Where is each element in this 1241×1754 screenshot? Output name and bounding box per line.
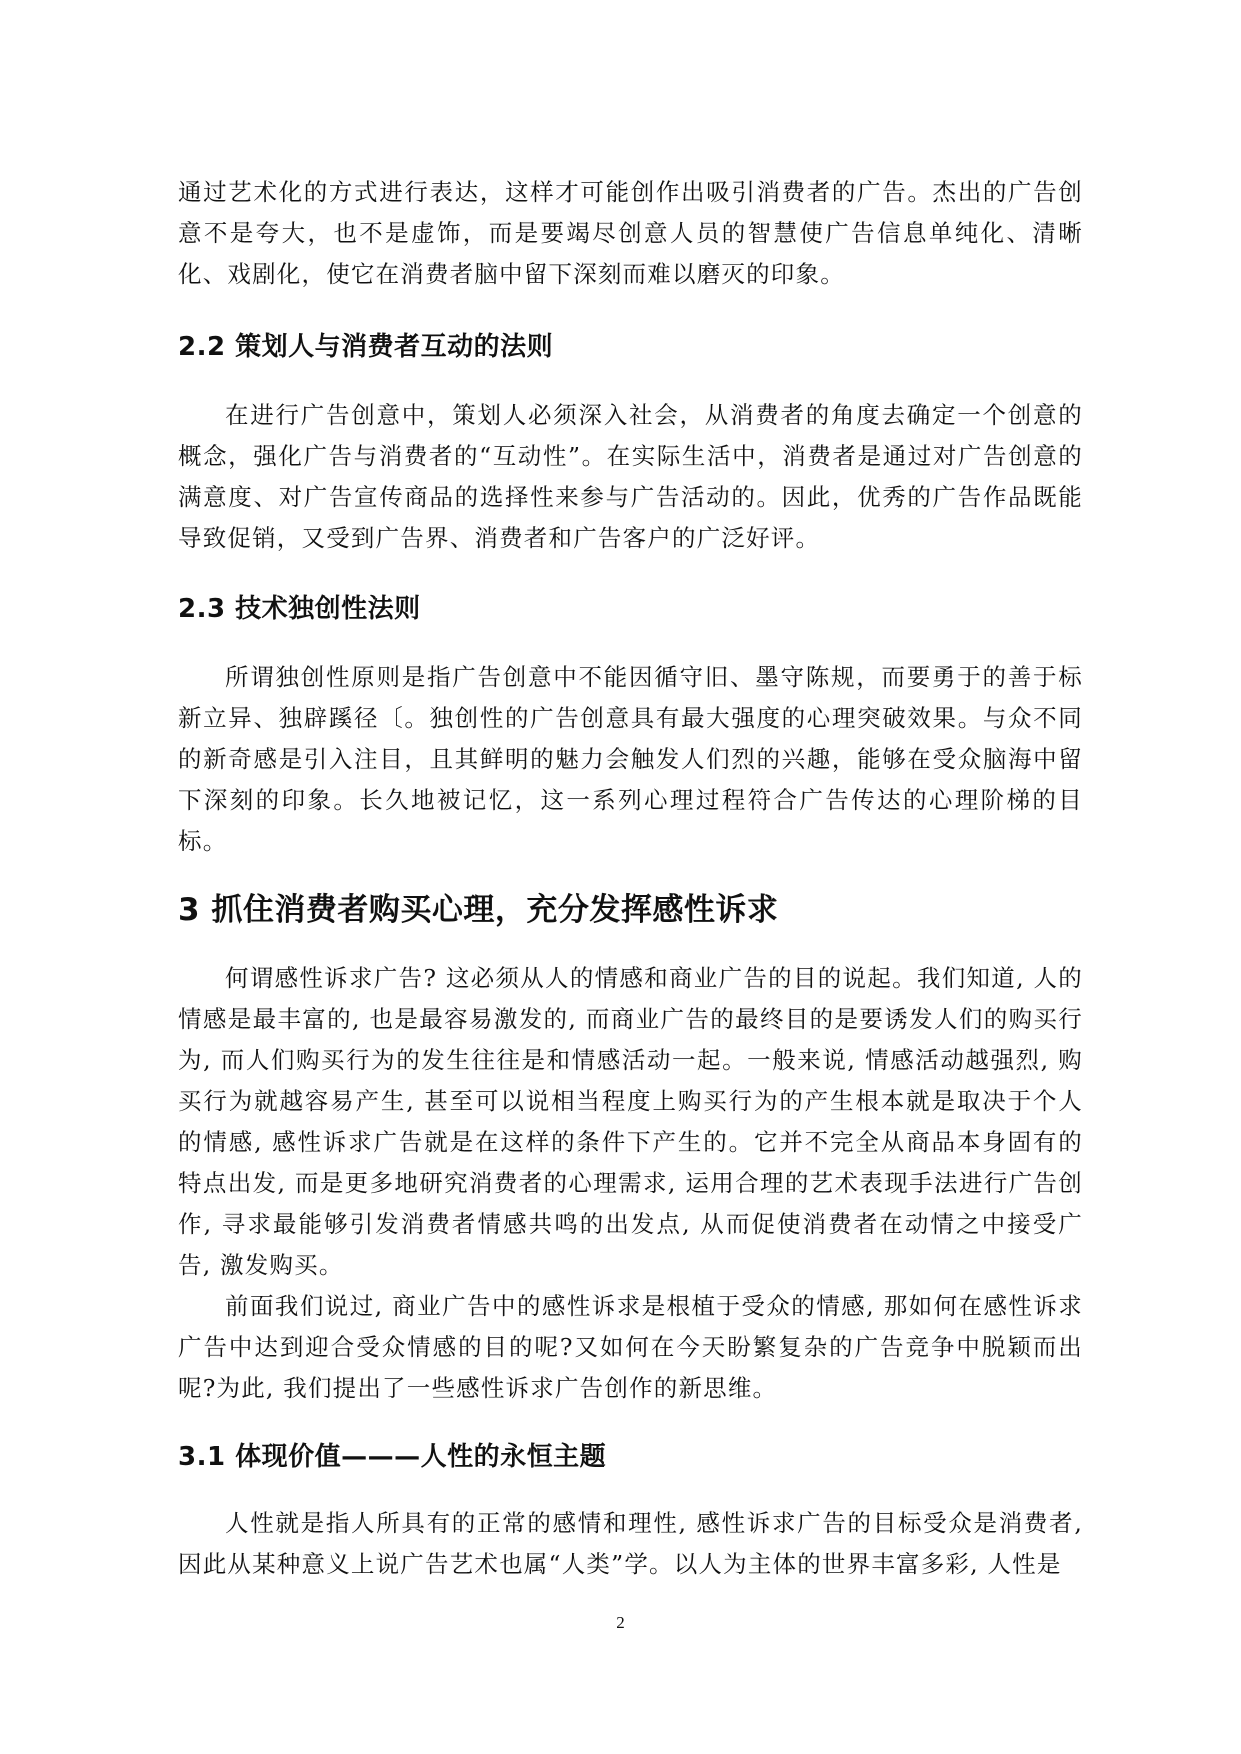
page-number: 2 [616, 1613, 625, 1632]
paragraph-humanity: 人性就是指人所具有的正常的感情和理性, 感性诉求广告的目标受众是消费者, 因此从某种意义上说广告艺术也属“人类”学。以人为主体的世界丰富多彩, 人性是 [178, 1509, 1083, 1578]
heading-3-emotional-appeal: 3 抓住消费者购买心理，充分发挥感性诉求 [178, 892, 779, 928]
paragraph-interaction: 在进行广告创意中，策划人必须深入社会，从消费者的角度去确定一个创意的概念，强化广告与消费者的“互动性”。在实际生活中，消费者是通过对广告创意的满意度、对广告宣传商品的选择性来参与广告活动的。因此，优秀的广告作品既能导致促销，又受到广告界、消费者和广告客户的广泛好评。 [178, 401, 1083, 552]
paragraph-emotional-appeal-definition: 何谓感性诉求广告? 这必须从人的情感和商业广告的目的说起。我们知道, 人的情感是最丰富的, 也是最容易激发的, 而商业广告的最终目的是要诱发人们的购买行为, 而人们购买行为的发生往往是和情感活动一起。一般来说, 情感活动越强烈, 购买行为就越容易产生, 甚至可以说相当程度上购买行为的产生根本就是取决于个人的情感, 感性诉求广告就是在这样的条件下产生的。它并不完全从商品本身固有的特点出发, 而是更多地研究消费者的心理需求, 运用合理的艺术表现手法进行广告创作, 寻求最能够引发消费者情感共鸣的出发点, 从而促使消费者在动情之中接受广告, 激发购买。 [178, 964, 1083, 1279]
page-body [178, 172, 1083, 1585]
heading-2-2-planner-consumer-interaction: 2.2 策划人与消费者互动的法则 [178, 332, 554, 362]
paragraph-creative-intro: 通过艺术化的方式进行表达，这样才可能创作出吸引消费者的广告。杰出的广告创意不是夸大，也不是虚饰，而是要竭尽创意人员的智慧使广告信息单纯化、清晰化、戏剧化，使它在消费者脑中留下深刻而难以磨灭的印象。 [178, 178, 1083, 288]
paragraph-originality: 所谓独创性原则是指广告创意中不能因循守旧、墨守陈规，而要勇于的善于标新立异、独辟蹊径〔。独创性的广告创意具有最大强度的心理突破效果。与众不同的新奇感是引入注目，且其鲜明的魅力会触发人们烈的兴趣，能够在受众脑海中留下深刻的印象。长久地被记忆，这一系列心理过程符合广告传达的心理阶梯的目标。 [178, 663, 1083, 855]
heading-3-1-humanity-value: 3.1 体现价值———人性的永恒主题 [178, 1442, 607, 1472]
paragraph-new-thinking: 前面我们说过, 商业广告中的感性诉求是根植于受众的情感, 那如何在感性诉求广告中达到迎合受众情感的目的呢?又如何在今天盼繁复杂的广告竞争中脱颖而出呢?为此, 我们提出了一些感性诉求广告创作的新思维。 [178, 1292, 1083, 1402]
heading-2-3-originality: 2.3 技术独创性法则 [178, 594, 421, 624]
